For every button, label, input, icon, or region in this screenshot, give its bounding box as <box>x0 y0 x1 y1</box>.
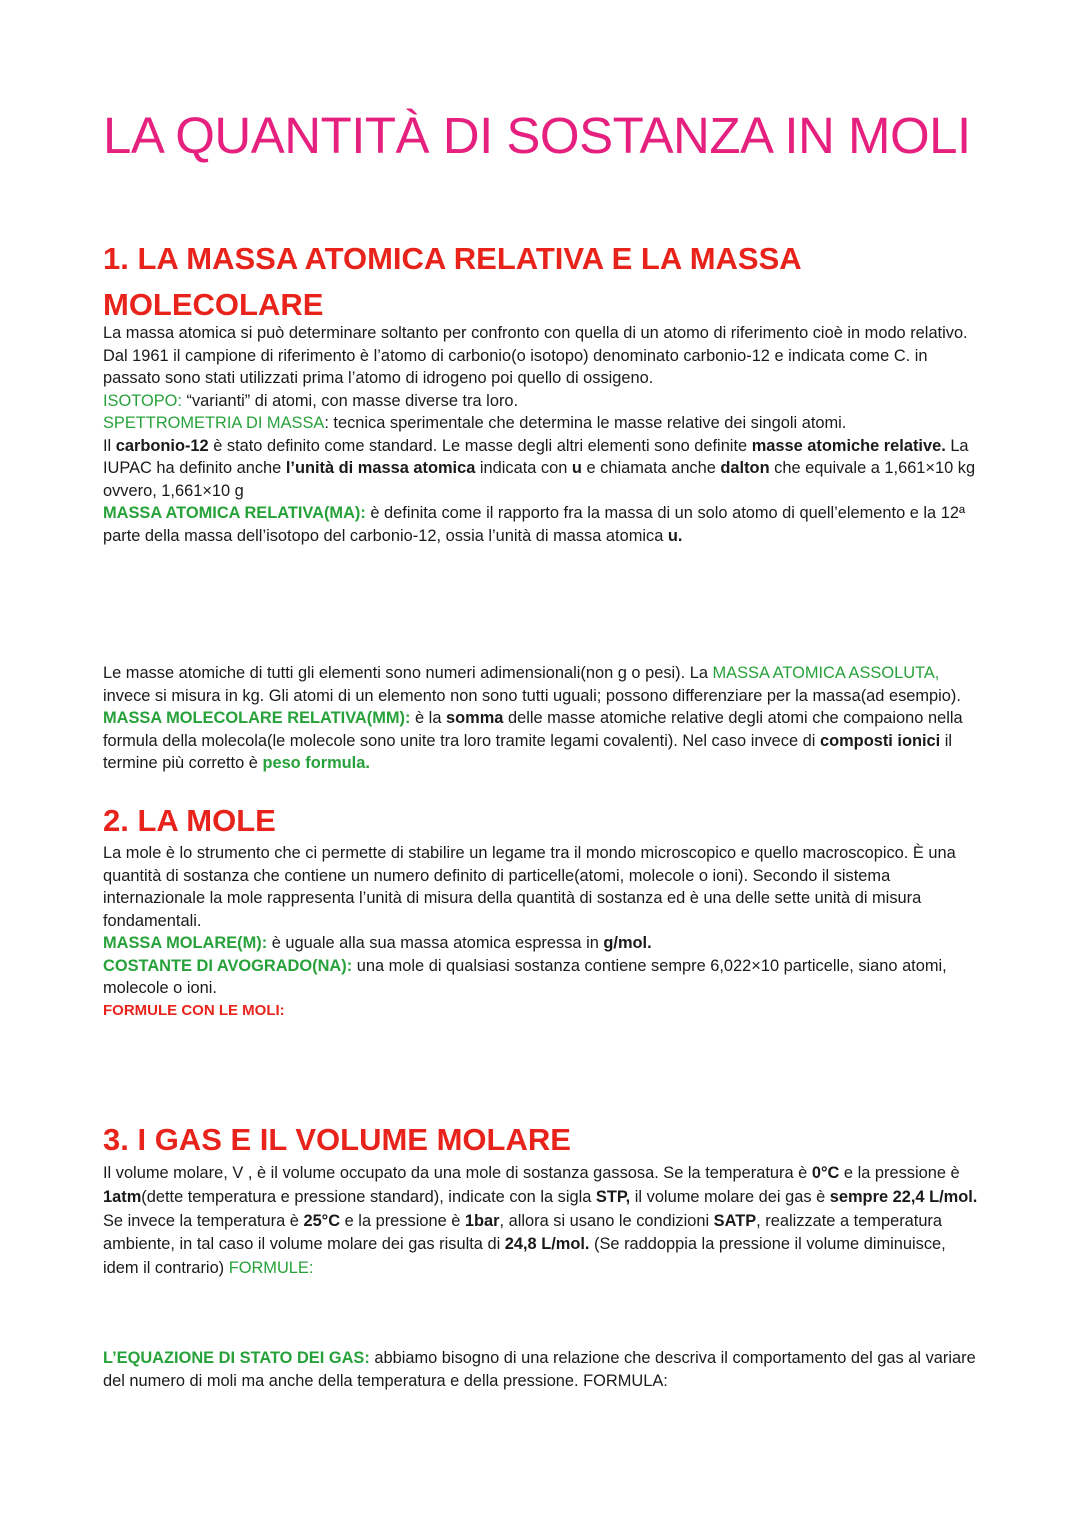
bold-composti-ionici: composti ionici <box>819 731 941 750</box>
bold-somma: somma <box>446 709 504 727</box>
text-span: abbiamo bisogno di una relazione che descriva il comportamento del gas al variare del numero di moli ma anche della temperatura e della pressione. FORMULA: <box>103 1349 976 1390</box>
text-spettrometria: : tecnica sperimentale che determina le masse relative dei singoli atomi. <box>324 414 847 432</box>
paragraph-equazione-stato-gas <box>103 1347 983 1392</box>
bold-g-mol: g/mol. <box>603 934 652 952</box>
text-span: Il volume molare, V , è il volume occupato da una mole di sostanza gassosa. Se la temperatura è <box>103 1164 812 1182</box>
text-span: Le masse atomiche di tutti gli elementi sono numeri adimensionali(non g o pesi). La <box>103 664 713 682</box>
section-1-body-a <box>103 322 983 547</box>
bold-1atm: 1atm <box>103 1187 142 1206</box>
section-3-body-b <box>103 1347 983 1392</box>
bold-u: u. <box>667 526 683 545</box>
paragraph-isotopo <box>103 390 983 413</box>
text-span: e la pressione è <box>839 1164 960 1182</box>
paragraph-spettrometria <box>103 412 983 435</box>
text-span: , allora si usano le condizioni <box>499 1211 714 1230</box>
bold-u: u <box>571 459 582 477</box>
section-heading-la-mole: 2. LA MOLE <box>103 803 276 838</box>
term-massa-atomica-relativa: MASSA ATOMICA RELATIVA(MA): <box>103 504 366 522</box>
text-span: e la pressione è <box>340 1211 465 1230</box>
text-span: è uguale alla sua massa atomica espressa in <box>267 934 604 952</box>
text-isotopo: “varianti” di atomi, con masse diverse tra loro. <box>181 391 519 410</box>
paragraph-massa-assoluta <box>103 662 983 707</box>
bold-1bar: 1bar <box>464 1211 500 1230</box>
text-span: indicata con <box>475 459 572 477</box>
term-massa-molare: MASSA MOLARE(M): <box>103 934 268 952</box>
text-span: , realizzate a temperatura ambiente, in tal caso il volume molare dei gas risulta di <box>103 1211 943 1254</box>
term-peso-formula: peso formula. <box>262 754 370 772</box>
term-isotopo: ISOTOPO: <box>103 391 182 410</box>
paragraph-massa-molare <box>103 932 983 955</box>
bold-dalton: dalton <box>720 459 770 477</box>
bold-masse-atomiche-relative: masse atomiche relative. <box>751 436 946 455</box>
text-span: una mole di qualsiasi sostanza contiene sempre 6,022×10 particelle, siano atomi, molecole o ioni. <box>103 956 947 997</box>
paragraph-avogadro <box>103 955 983 1000</box>
section-heading-massa-atomica: 1. LA MASSA ATOMICA RELATIVA E LA MASSA MOLECOLARE <box>103 241 801 322</box>
page-title: LA QUANTITÀ DI SOSTANZA IN MOLI <box>103 107 971 164</box>
section-3-body <box>103 1162 983 1281</box>
bold-22-4: sempre 22,4 L/mol. <box>829 1187 978 1206</box>
text-span: Il <box>103 436 116 455</box>
paragraph-massa-atomica-relativa <box>103 502 983 547</box>
term-formule: FORMULE: <box>228 1259 314 1278</box>
text-span: delle masse atomiche relative degli atomi che compaiono nella formula della molecola(le molecole sono unite tra loro tramite legami covalenti). Nel caso invece di <box>103 709 963 750</box>
text-span: Se invece la temperatura è <box>103 1211 304 1230</box>
text-span: è definita come il rapporto fra la massa di un solo atomo di quell’elemento e la 12ª parte della massa dell’isotopo del carbonio-12, ossia l’unità di massa atomica <box>103 504 966 545</box>
term-massa-atomica-assoluta: MASSA ATOMICA ASSOLUTA, <box>712 664 940 682</box>
paragraph-massa-molecolare-relativa <box>103 707 983 775</box>
text-span: La IUPAC ha definito anche <box>103 436 969 477</box>
text-span: che equivale a 1,661×10 kg ovvero, 1,661×10 g <box>103 459 976 500</box>
text-span: è la <box>410 709 446 727</box>
text-span: il termine più corretto è <box>103 731 953 772</box>
paragraph-massa-atomica-intro: La massa atomica si può determinare soltanto per confronto con quella di un atomo di riferimento cioè in modo relativo. Dal 1961 il campione di riferimento è l’atomo di carbonio(o isotopo) denominato carbonio-12 e indicata come C. in passato sono stati utilizzati prima l’atomo di idrogeno poi quello di ossigeno. <box>103 324 968 387</box>
text-span: e chiamata anche <box>581 459 721 477</box>
term-costante-avogadro: COSTANTE DI AVOGRADO(NA): <box>103 956 353 975</box>
bold-25c: 25°C <box>303 1211 341 1230</box>
paragraph-volume-molare <box>103 1162 983 1281</box>
bold-satp: SATP <box>713 1211 757 1230</box>
text-span: (dette temperatura e pressione standard), indicate con la sigla <box>141 1187 596 1206</box>
section-1-body-b <box>103 662 983 775</box>
bold-carbonio-12: carbonio-12 <box>115 436 209 455</box>
label-formule-con-le-moli: FORMULE CON LE MOLI: <box>103 1001 285 1019</box>
text-span: è stato definito come standard. Le masse degli altri elementi sono definite <box>208 436 752 455</box>
term-equazione-stato-gas: L’EQUAZIONE DI STATO DEI GAS: <box>103 1349 370 1367</box>
paragraph-carbonio-standard <box>103 435 983 503</box>
bold-24-8: 24,8 L/mol. <box>504 1235 590 1254</box>
text-span: il volume molare dei gas è <box>630 1187 830 1206</box>
term-massa-molecolare-relativa: MASSA MOLECOLARE RELATIVA(MM): <box>103 709 411 727</box>
paragraph-mole-intro: La mole è lo strumento che ci permette di stabilire un legame tra il mondo microscopico e quello macroscopico. È una quantità di sostanza che contiene un numero definito di particelle(atomi, molecole o ioni). Secondo il sistema internazionale la mole rappresenta l’unità di misura della quantità di sostanza ed è una delle sette unità di misura fondamentali. <box>103 844 956 930</box>
term-spettrometria: SPETTROMETRIA DI MASSA <box>103 414 325 432</box>
bold-0c: 0°C <box>811 1164 840 1182</box>
text-span: (Se raddoppia la pressione il volume diminuisce, idem il contrario) <box>103 1235 946 1278</box>
section-2-body <box>103 842 983 1022</box>
bold-stp: STP, <box>595 1187 631 1206</box>
bold-unita-massa-atomica: l’unità di massa atomica <box>285 459 476 477</box>
section-heading-gas-volume-molare: 3. I GAS E IL VOLUME MOLARE <box>103 1122 571 1157</box>
text-span: invece si misura in kg. Gli atomi di un elemento non sono tutti uguali; possono differenziare per la massa(ad esempio). <box>103 686 961 705</box>
